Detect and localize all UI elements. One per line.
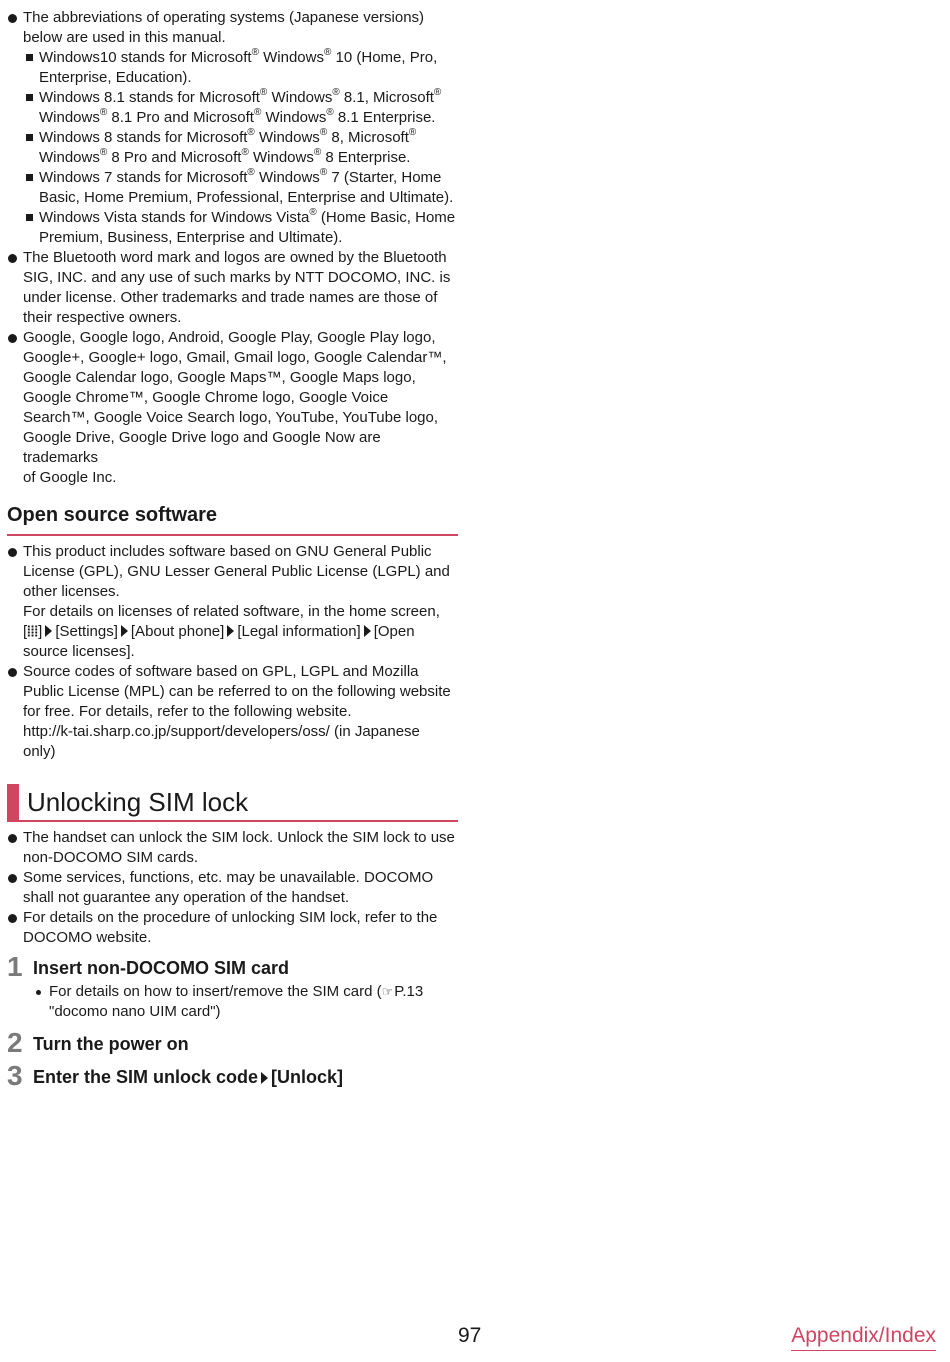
arrow-right-icon — [261, 1072, 268, 1084]
text: Windows — [267, 89, 333, 106]
registered-mark: ® — [247, 167, 255, 178]
bullet-icon — [8, 334, 17, 343]
text: (Home Basic, Home — [316, 209, 456, 226]
text-line: shall not guarantee any operation of the handset. — [23, 889, 350, 906]
text-line — [39, 48, 458, 68]
bullet-icon — [36, 990, 41, 995]
text-line: Search™, Google Voice Search logo, YouTube, YouTube logo, — [23, 409, 439, 426]
text: 8 Enterprise. — [321, 149, 411, 166]
registered-mark: ® — [259, 87, 268, 98]
text: Windows10 stands for Microsoft — [39, 49, 252, 66]
sim-bullet — [7, 828, 458, 868]
registered-mark: ® — [319, 127, 328, 138]
step-number: 2 — [7, 1027, 23, 1058]
text: [Legal information] — [237, 623, 361, 640]
text: Windows — [258, 49, 324, 66]
page-number: 97 — [458, 1324, 482, 1347]
text: Windows 8 stands for Microsoft — [39, 129, 248, 146]
text-line — [39, 148, 458, 168]
appendix-index-link[interactable]: Appendix/Index — [791, 1322, 936, 1351]
text: For details on how to insert/remove the SIM card ( — [49, 983, 382, 1000]
text-line — [39, 208, 458, 228]
windows7-item — [7, 168, 458, 208]
registered-mark: ® — [251, 47, 259, 58]
reference-hand-icon: ☞ — [381, 984, 394, 999]
registered-mark: ® — [309, 207, 317, 218]
arrow-right-icon — [45, 625, 52, 637]
bullet-icon — [8, 874, 17, 883]
text: [ — [23, 623, 28, 640]
text: [About phone] — [130, 623, 225, 640]
text-line: Enterprise, Education). — [39, 69, 192, 86]
text: Windows 7 stands for Microsoft — [39, 169, 248, 186]
text: 8 Pro and Microsoft — [107, 149, 242, 166]
text-line — [39, 108, 458, 128]
text-line: Some services, functions, etc. may be unavailable. DOCOMO — [23, 869, 434, 886]
square-bullet-icon — [26, 54, 33, 61]
text-line: The Bluetooth word mark and logos are owned by the Bluetooth — [23, 249, 447, 266]
square-bullet-icon — [26, 214, 33, 221]
heading-accent-bar — [7, 784, 19, 820]
text-line: Google Drive, Google Drive logo and Google Now are trademarks — [23, 429, 381, 466]
page-reference-link[interactable]: P.13 — [394, 983, 424, 1000]
text-line: The handset can unlock the SIM lock. Unlock the SIM lock to use — [23, 829, 455, 846]
text: 10 (Home, Pro, — [331, 49, 438, 66]
step-3 — [7, 1060, 458, 1091]
step-1-note — [7, 982, 458, 1022]
text-line: This product includes software based on GNU General Public — [23, 543, 432, 560]
square-bullet-icon — [26, 134, 33, 141]
bluetooth-trademark-bullet — [7, 248, 458, 328]
text: Windows — [261, 109, 327, 126]
text: 8.1 Pro and Microsoft — [107, 109, 254, 126]
text-line — [39, 88, 458, 108]
text: 8, Microsoft — [327, 129, 409, 146]
bullet-icon — [8, 254, 17, 263]
text-line — [49, 982, 458, 1002]
arrow-right-icon — [364, 625, 371, 637]
bullet-icon — [8, 548, 17, 557]
registered-mark: ® — [408, 127, 417, 138]
registered-mark: ® — [99, 107, 108, 118]
text: [Open — [373, 623, 415, 640]
square-bullet-icon — [26, 94, 33, 101]
text-line: for free. For details, refer to the following website. — [23, 703, 352, 720]
text-line: Basic, Home Premium, Professional, Enterprise and Ultimate). — [39, 189, 454, 206]
main-column — [7, 8, 458, 1089]
text: [Settings] — [55, 623, 118, 640]
text: Windows — [248, 149, 314, 166]
open-source-licenses-bullet — [7, 542, 458, 662]
arrow-right-icon — [227, 625, 234, 637]
text-line: DOCOMO website. — [23, 929, 152, 946]
text: 8.1, Microsoft — [339, 89, 434, 106]
text-line: other licenses. — [23, 583, 120, 600]
text-line: http://k-tai.sharp.co.jp/support/developers/oss/ (in Japanese — [23, 723, 420, 740]
bullet-icon — [8, 914, 17, 923]
text-line: below are used in this manual. — [23, 29, 226, 46]
arrow-right-icon — [121, 625, 128, 637]
windows10-item — [7, 48, 458, 88]
registered-mark: ® — [313, 147, 322, 158]
text-line: Google+, Google+ logo, Gmail, Gmail logo, Google Calendar™, — [23, 349, 447, 366]
step-1 — [7, 951, 458, 982]
os-abbreviations-bullet — [7, 8, 458, 48]
sim-bullet — [7, 908, 458, 948]
text: Enter the SIM unlock code — [33, 1067, 259, 1087]
bullet-icon — [8, 14, 17, 23]
step-title: Insert non-DOCOMO SIM card — [33, 958, 290, 978]
text-line: Google Calendar logo, Google Maps™, Google Maps logo, — [23, 369, 416, 386]
text: Windows — [39, 149, 100, 166]
source-code-bullet — [7, 662, 458, 762]
registered-mark: ® — [319, 167, 328, 178]
text-line: Google, Google logo, Android, Google Play, Google Play logo, — [23, 329, 436, 346]
text-line: only) — [23, 743, 56, 760]
bullet-icon — [8, 834, 17, 843]
text-line: Premium, Business, Enterprise and Ultimate). — [39, 229, 343, 246]
text: Windows Vista stands for Windows Vista — [39, 209, 310, 226]
registered-mark: ® — [326, 107, 334, 118]
windows8-item — [7, 128, 458, 168]
apps-icon — [27, 625, 38, 637]
text: 8.1 Enterprise. — [333, 109, 436, 126]
bullet-icon — [8, 668, 17, 677]
windows-vista-item — [7, 208, 458, 248]
text-line: For details on licenses of related software, in the home screen, — [23, 603, 440, 620]
text-line: of Google Inc. — [23, 469, 117, 486]
text: 7 (Starter, Home — [327, 169, 442, 186]
text-line: source licenses]. — [23, 643, 135, 660]
text: Windows 8.1 stands for Microsoft — [39, 89, 260, 106]
text-line: Public License (MPL) can be referred to on the following website — [23, 683, 451, 700]
menu-path — [23, 622, 458, 642]
text-line: under license. Other trademarks and trade names are those of — [23, 289, 438, 306]
text-line: their respective owners. — [23, 309, 182, 326]
text: Windows — [254, 129, 320, 146]
text-line: Source codes of software based on GPL, LGPL and Mozilla — [23, 663, 419, 680]
google-trademark-bullet — [7, 328, 458, 488]
registered-mark: ® — [247, 127, 255, 138]
registered-mark: ® — [241, 147, 249, 158]
square-bullet-icon — [26, 174, 33, 181]
step-number: 3 — [7, 1060, 23, 1091]
registered-mark: ® — [253, 107, 262, 118]
text-line — [39, 128, 458, 148]
text-line: SIG, INC. and any use of such marks by NTT DOCOMO, INC. is — [23, 269, 451, 286]
step-title: Turn the power on — [33, 1034, 189, 1054]
text-line: Google Chrome™, Google Chrome logo, Google Voice — [23, 389, 389, 406]
text: Windows — [39, 109, 100, 126]
text-line: The abbreviations of operating systems (Japanese versions) — [23, 9, 425, 26]
heading-text: Unlocking SIM lock — [27, 787, 249, 817]
open-source-heading: Open source software — [7, 502, 458, 536]
text-line: For details on the procedure of unlocking SIM lock, refer to the — [23, 909, 438, 926]
step-title — [33, 1067, 343, 1087]
text-line — [39, 168, 458, 188]
registered-mark: ® — [323, 47, 332, 58]
text: [Unlock] — [271, 1067, 344, 1087]
registered-mark: ® — [99, 147, 108, 158]
unlocking-sim-lock-heading — [7, 784, 458, 822]
sim-bullet — [7, 868, 458, 908]
text-line: "docomo nano UIM card") — [49, 1003, 221, 1020]
step-2 — [7, 1027, 458, 1058]
registered-mark: ® — [433, 87, 442, 98]
text: Windows — [254, 169, 320, 186]
windows81-item — [7, 88, 458, 128]
text-line: non-DOCOMO SIM cards. — [23, 849, 199, 866]
registered-mark: ® — [332, 87, 340, 98]
text: ] — [38, 623, 43, 640]
step-number: 1 — [7, 951, 23, 982]
text-line: License (GPL), GNU Lesser General Public License (LGPL) and — [23, 563, 450, 580]
